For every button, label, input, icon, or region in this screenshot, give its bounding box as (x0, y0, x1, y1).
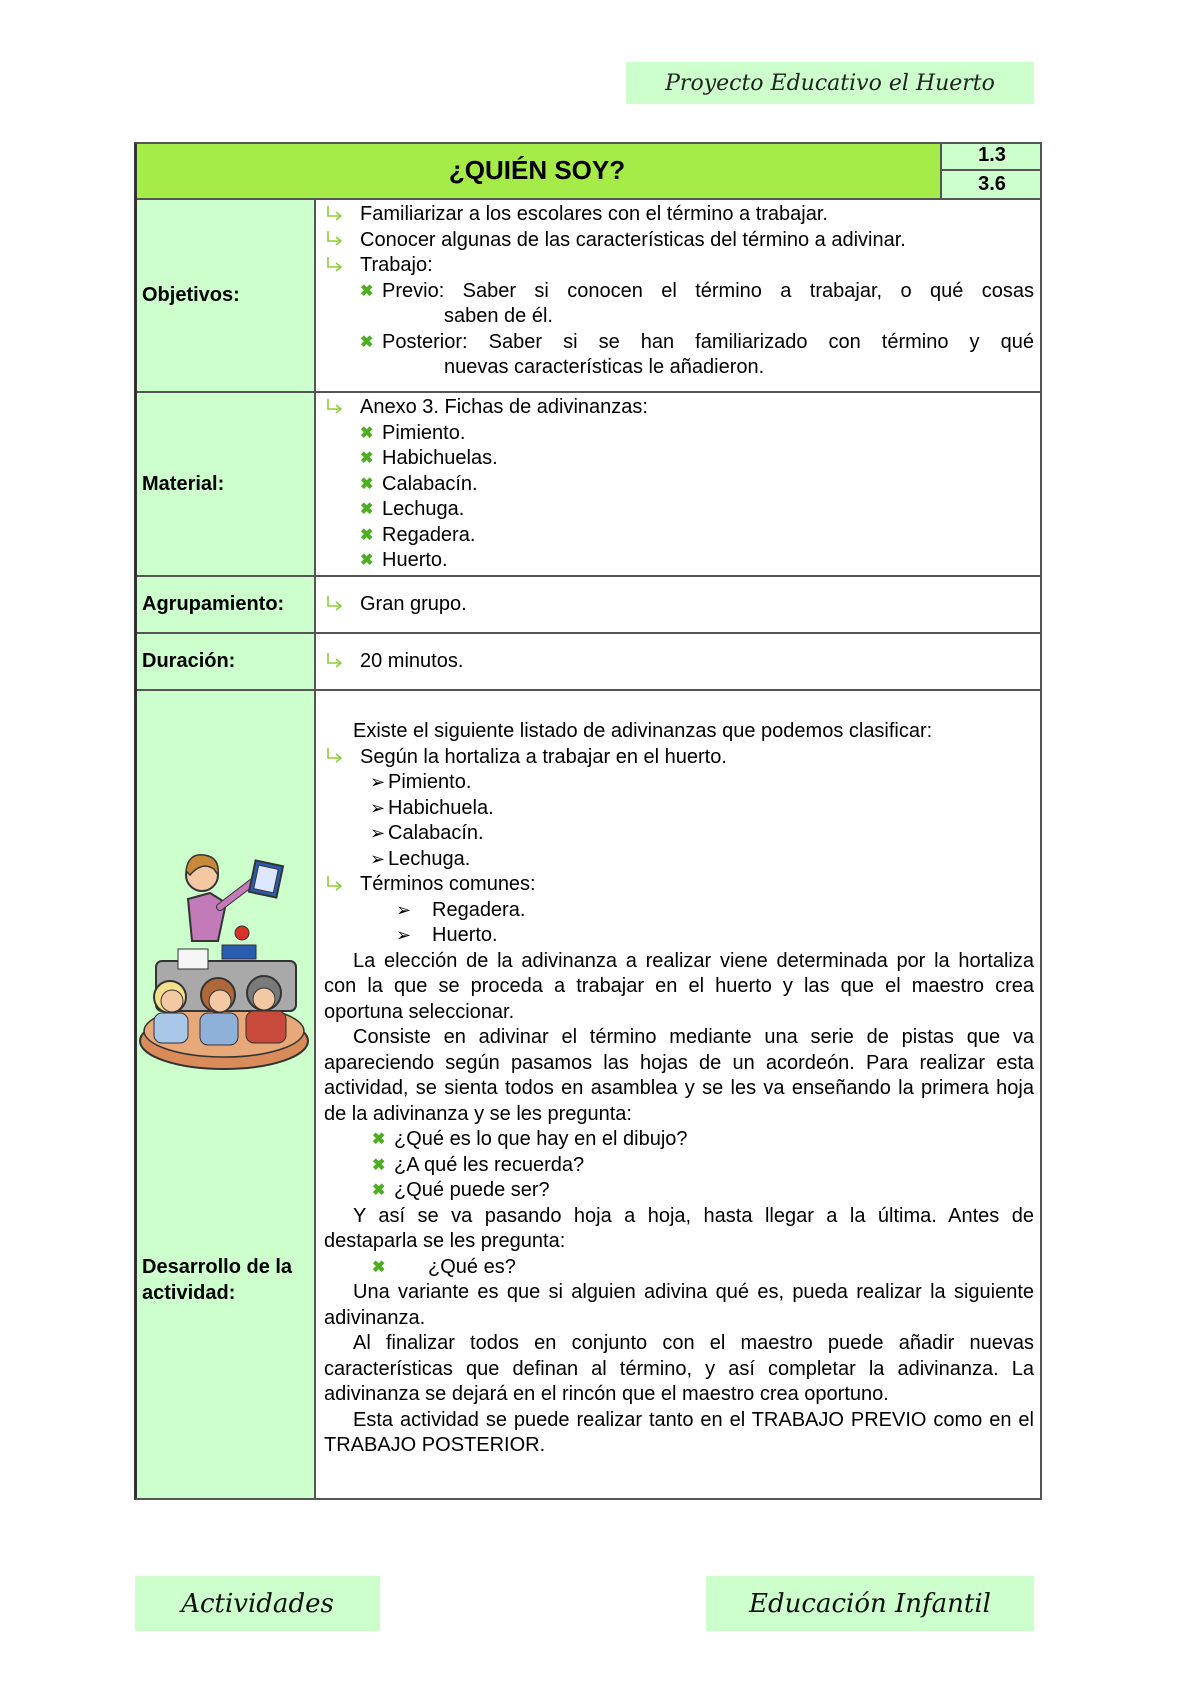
agrupamiento-content (316, 577, 1042, 632)
desarrollo-intro: Existe el siguiente listado de adivinanzas que podemos clasificar: (353, 720, 933, 742)
desarrollo-p6: Esta actividad se puede realizar tanto en el TRABAJO PREVIO como en el TRABAJO POSTERIOR. (324, 1408, 1034, 1456)
triangle-bullet-icon: ➢ (370, 848, 386, 869)
material-item: Pimiento. (382, 421, 466, 444)
agrupamiento-label: Agrupamiento: (134, 577, 316, 632)
desarrollo-p4: Una variante es que si alguien adivina qué es, pueda realizar la siguiente adivinanza. (324, 1281, 1034, 1329)
material-content (316, 393, 1042, 575)
objetivo-item: Trabajo: (360, 254, 433, 276)
hook-arrow-icon (324, 253, 360, 278)
group2-item: Huerto. (432, 924, 498, 946)
objetivo-sub-posterior-cont: nuevas características le añadieron. (444, 356, 765, 378)
group1-item: Pimiento. (388, 771, 472, 793)
desarrollo-p3: Y así se va pasando hoja a hoja, hasta llegar a la última. Antes de destaparla se les pregunta: (324, 1204, 1034, 1252)
desarrollo-label: Desarrollo de la actividad: (134, 691, 316, 1500)
activity-card (134, 142, 1042, 1500)
project-header: Proyecto Educativo el Huerto (626, 62, 1034, 104)
triangle-bullet-icon: ➢ (396, 899, 412, 920)
group1-item: Calabacín. (388, 822, 484, 844)
question-last: ¿Qué es? (428, 1255, 516, 1278)
cross-bullet-icon: ✖ (360, 552, 374, 569)
group1-item: Habichuela. (388, 796, 494, 819)
question-item: ¿Qué puede ser? (394, 1179, 550, 1201)
cross-bullet-icon: ✖ (372, 1258, 386, 1276)
objetivo-item: Conocer algunas de las características del término a adivinar. (360, 228, 906, 251)
material-item: Calabacín. (382, 472, 478, 495)
hook-arrow-icon (324, 872, 360, 897)
cross-bullet-icon: ✖ (372, 1156, 386, 1174)
desarrollo-content (316, 691, 1042, 1500)
desarrollo-p1: La elección de la adivinanza a realizar viene determinada por la hortaliza con la que se proceda a trabajar en el huerto y las que el maestro crea oportuna seleccionar. (324, 949, 1034, 1023)
triangle-bullet-icon: ➢ (370, 823, 386, 843)
material-intro: Anexo 3. Fichas de adivinanzas: (360, 396, 648, 418)
cross-bullet-icon: ✖ (360, 333, 374, 351)
activity-code-1: 1.3 (942, 142, 1042, 171)
cross-bullet-icon: ✖ (372, 1131, 386, 1148)
objetivo-sub-previo: Previo: Saber si conocen el término a trabajar, o qué cosas (382, 279, 1034, 302)
objetivos-row (134, 200, 1042, 393)
objetivo-sub-posterior: Posterior: Saber si se han familiarizado con término y qué (382, 330, 1034, 353)
activity-code-2: 3.6 (942, 171, 1042, 200)
cross-bullet-icon: ✖ (360, 424, 374, 442)
question-item: ¿Qué es lo que hay en el dibujo? (394, 1128, 688, 1150)
material-label: Material: (134, 393, 316, 575)
material-item: Habichuelas. (382, 447, 498, 469)
cross-bullet-icon: ✖ (372, 1182, 386, 1199)
duracion-value: 20 minutos. (360, 650, 464, 672)
hook-arrow-icon (324, 592, 360, 617)
hook-arrow-icon (324, 649, 360, 674)
cross-bullet-icon: ✖ (360, 501, 374, 518)
desarrollo-p5: Al finalizar todos en conjunto con el maestro puede añadir nuevas características que definan al término, y así completar la adivinanza. La adivinanza se dejará en el rincón que el maestro crea oportuno. (324, 1332, 1034, 1405)
triangle-bullet-icon: ➢ (370, 797, 386, 818)
material-item: Lechuga. (382, 498, 465, 520)
hook-arrow-icon (324, 202, 360, 227)
objetivos-content (316, 200, 1042, 391)
desarrollo-p2: Consiste en adivinar el término mediante una serie de pistas que va apareciendo según pasamos las hojas de un acordeón. Para realizar esta actividad, se sienta todos en asamblea y se les va enseñando la primera hoja de la adivinanza y se les pregunta: (324, 1026, 1034, 1125)
desarrollo-row (134, 691, 1042, 1500)
footer-actividades: Actividades (135, 1576, 380, 1631)
hook-arrow-icon (324, 395, 360, 420)
teacher-illustration (136, 841, 312, 1071)
question-item: ¿A qué les recuerda? (394, 1153, 585, 1176)
group2-item: Regadera. (432, 898, 526, 921)
footer-educacion-infantil: Educación Infantil (706, 1576, 1034, 1631)
triangle-bullet-icon: ➢ (370, 772, 386, 792)
triangle-bullet-icon: ➢ (396, 925, 412, 945)
agrupamiento-row (134, 577, 1042, 634)
material-row (134, 393, 1042, 577)
cross-bullet-icon: ✖ (360, 282, 374, 300)
group1-item: Lechuga. (388, 847, 471, 870)
desarrollo-group2: Términos comunes: (360, 873, 536, 895)
cross-bullet-icon: ✖ (360, 450, 374, 467)
duracion-label: Duración: (134, 634, 316, 689)
material-item: Huerto. (382, 549, 448, 571)
objetivos-label: Objetivos: (134, 200, 316, 391)
duracion-row (134, 634, 1042, 691)
hook-arrow-icon (324, 228, 360, 253)
cross-bullet-icon: ✖ (360, 526, 374, 544)
cross-bullet-icon: ✖ (360, 475, 374, 493)
hook-arrow-icon (324, 745, 360, 770)
activity-title: ¿QUIÉN SOY? (134, 142, 942, 200)
duracion-content (316, 634, 1042, 689)
material-item: Regadera. (382, 523, 476, 546)
agrupamiento-value: Gran grupo. (360, 593, 467, 615)
objetivo-item: Familiarizar a los escolares con el término a trabajar. (360, 203, 828, 225)
desarrollo-group1: Según la hortaliza a trabajar en el huerto. (360, 745, 727, 768)
objetivo-sub-previo-cont: saben de él. (444, 305, 553, 327)
